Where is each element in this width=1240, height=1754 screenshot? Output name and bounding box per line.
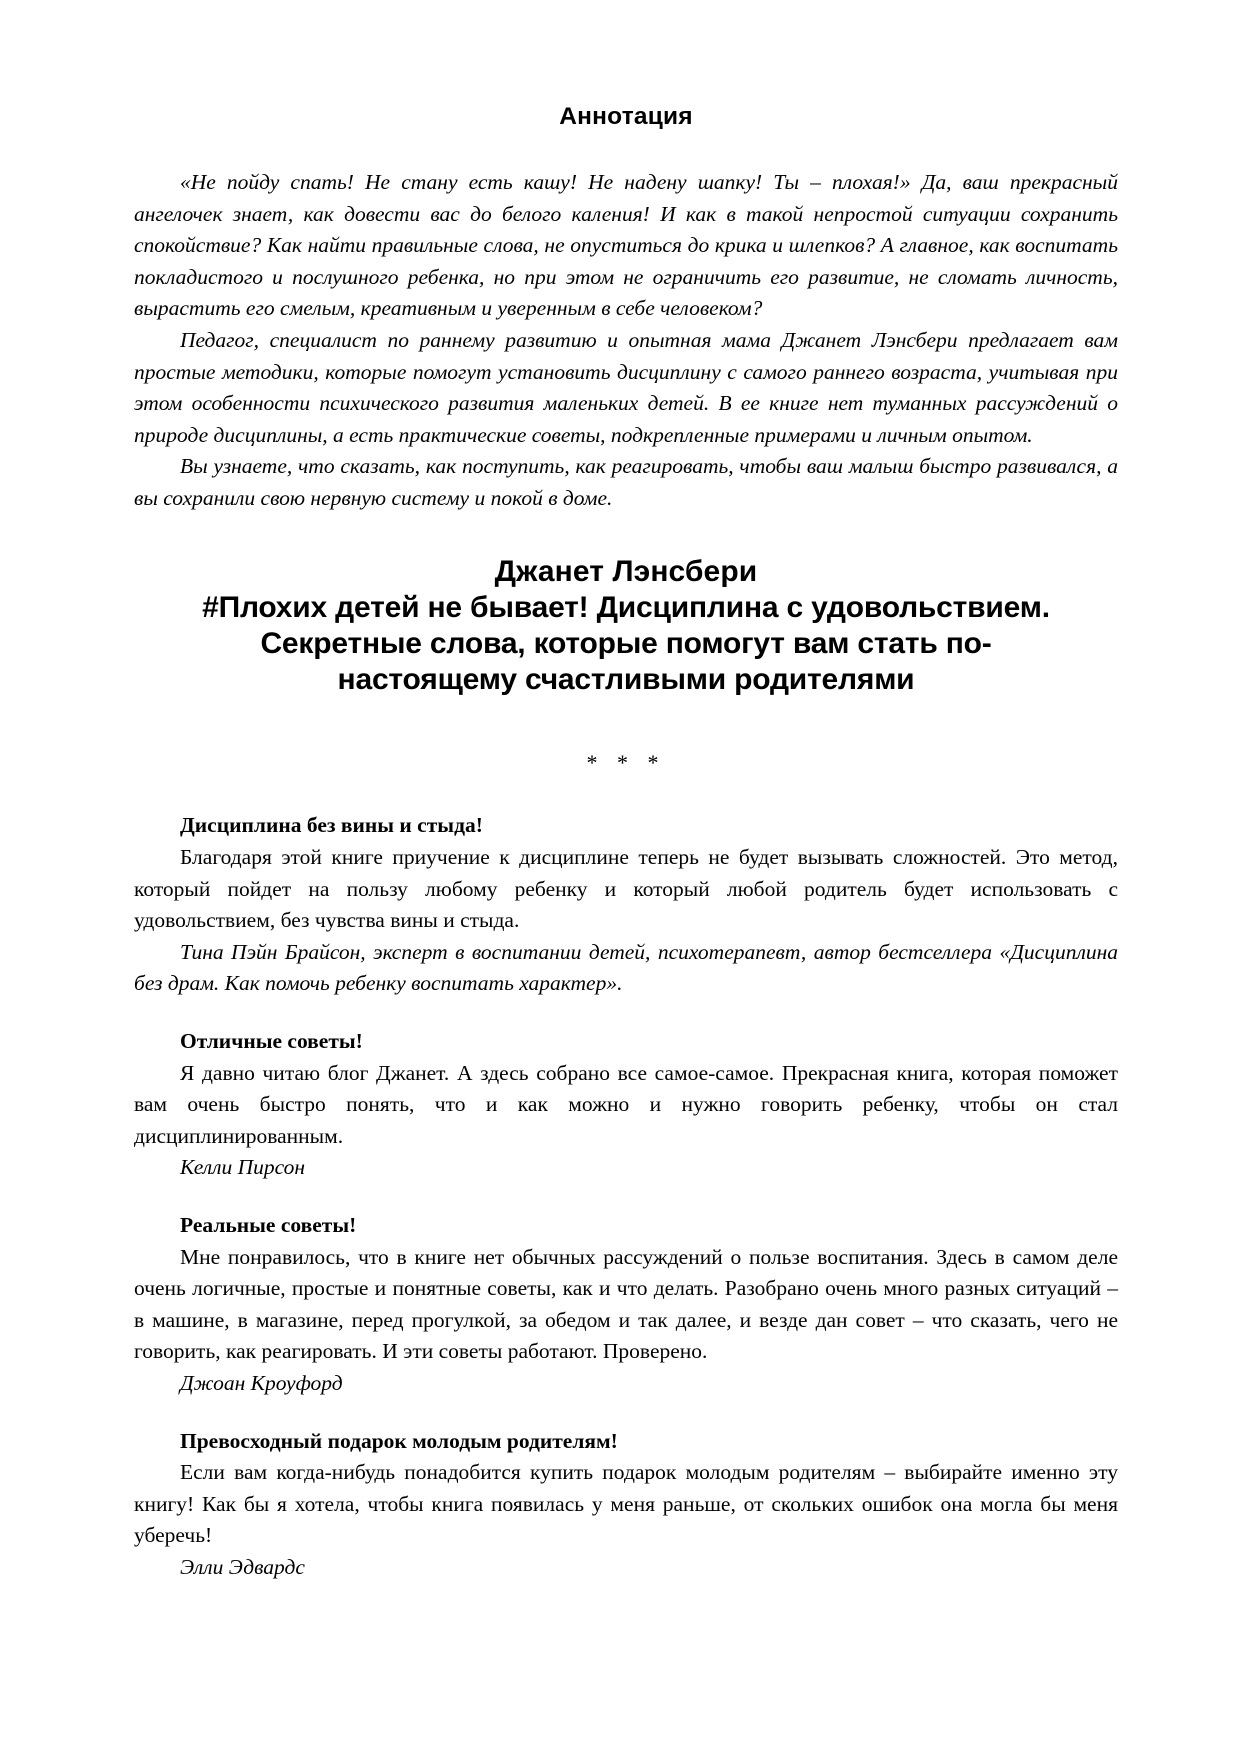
book-title-line: #Плохих детей не бывает! Дисциплина с удовольствием. (202, 591, 1050, 625)
review-heading: Реальные советы! (180, 1213, 357, 1237)
review-body (134, 1058, 1118, 1153)
annotation-paragraph-text: «Не пойду спать! Не стану есть кашу! Не надену шапку! Ты – плохая!» Да, ваш прекрасный ангелочек знает, как довести вас до белого каления! И как в такой непростой ситуации сохранить спокойствие? Как найти правильные слова, не опуститься до крика и шлепков? А главное, как воспитать покладистого и послушного ребенка, но при этом не ограничить его развитие, не сломать личность, вырастить его смелым, креативным и уверенным в себе человеком? (134, 169, 1118, 321)
reviews-section (134, 810, 1118, 1583)
book-title (134, 590, 1118, 698)
review-item (134, 1026, 1118, 1184)
book-title-line: Секретные слова, которые помогут вам стать по- (260, 627, 992, 661)
annotation-paragraph-text: Педагог, специалист по раннему развитию и опытная мама Джанет Лэнсбери предлагает вам простые методики, которые помогут установить дисциплину с самого раннего возраста, учитывая при этом особенности психического развития маленьких детей. В ее книге нет туманных рассуждений о природе дисциплины, а есть практические советы, подкрепленные примерами и личным опытом. (134, 327, 1118, 447)
review-heading: Дисциплина без вины и стыда! (180, 813, 483, 838)
section-separator: * * * (586, 750, 666, 776)
review-body-text: Если вам когда-нибудь понадобится купить подарок молодым родителям – выбирайте именно эту книгу! Как бы я хотела, чтобы книга появилась у меня раньше, от скольких ошибок она могла бы меня уберечь! (134, 1460, 1118, 1548)
book-title-block (134, 554, 1118, 698)
annotation-paragraph (134, 325, 1118, 451)
annotation-paragraph (134, 167, 1118, 325)
review-attribution-text: Келли Пирсон (180, 1155, 306, 1180)
book-author: Джанет Лэнсбери (494, 555, 758, 589)
review-item (134, 1210, 1118, 1400)
annotation-section (134, 167, 1118, 515)
review-body-text: Мне понравилось, что в книге нет обычных рассуждений о пользе воспитания. Здесь в самом деле очень логичные, простые и понятные советы, как и что делать. Разобрано очень много разных ситуаций – в машине, в магазине, перед прогулкой, за обедом и так далее, и везде дан совет – что сказать, чего не говорить, как реагировать. И эти советы работают. Проверено. (134, 1244, 1118, 1364)
review-attribution-text: Джоан Кроуфорд (180, 1370, 343, 1395)
review-attribution-text: Элли Эдвардс (180, 1554, 305, 1579)
review-attribution (134, 937, 1118, 1000)
review-heading: Отличные советы! (180, 1029, 363, 1054)
review-attribution-text: Тина Пэйн Брайсон, эксперт в воспитании детей, психотерапевт, автор бестселлера «Дисциплина без драм. Как помочь ребенку воспитать характер». (134, 939, 1118, 996)
annotation-paragraph-text: Вы узнаете, что сказать, как поступить, как реагировать, чтобы ваш малыш быстро развивался, а вы сохранили свою нервную систему и покой в доме. (134, 454, 1118, 510)
annotation-paragraph (134, 451, 1118, 514)
review-heading: Превосходный подарок молодым родителям! (180, 1428, 618, 1453)
review-body (134, 1242, 1118, 1368)
book-title-line: настоящему счастливыми родителями (337, 663, 915, 697)
page-title: Аннотация (559, 103, 693, 130)
review-body (134, 842, 1118, 937)
review-body-text: Благодаря этой книге приучение к дисциплине теперь не будет вызывать сложностей. Это метод, который пойдет на пользу любому ребенку и который любой родитель будет использовать с удовольствием, без чувства вины и стыда. (134, 845, 1118, 933)
review-item (134, 810, 1118, 1000)
review-body (134, 1457, 1118, 1552)
review-attribution (134, 1552, 1118, 1584)
review-attribution (134, 1368, 1118, 1400)
review-body-text: Я давно читаю блог Джанет. А здесь собрано все самое-самое. Прекрасная книга, которая поможет вам очень быстро понять, что и как можно и нужно говорить ребенку, чтобы он стал дисциплинированным. (134, 1060, 1118, 1148)
review-attribution (134, 1152, 1118, 1184)
review-item (134, 1426, 1118, 1584)
